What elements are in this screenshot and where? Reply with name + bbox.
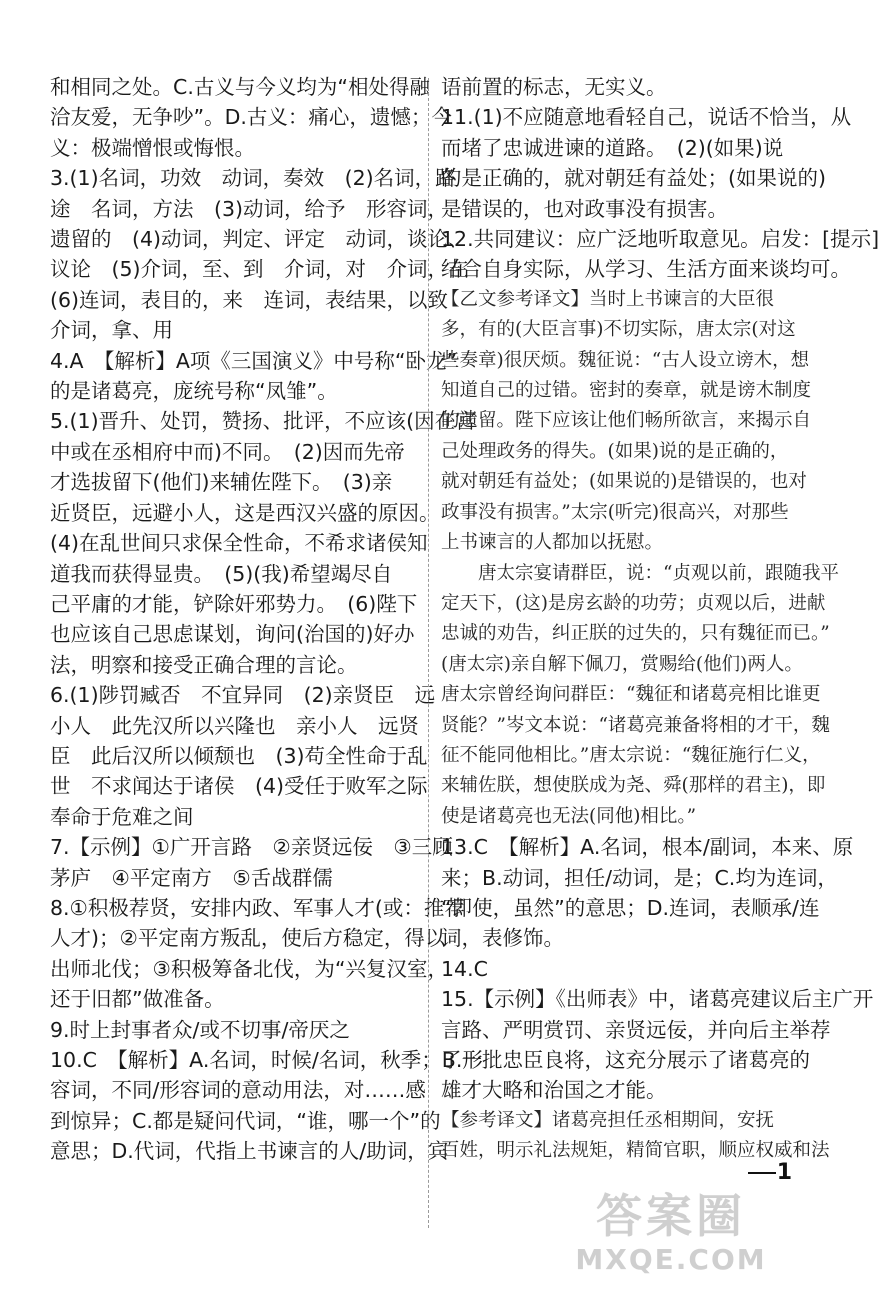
translation-line: 【乙文参考译文】当时上书谏言的大臣很 <box>441 288 775 310</box>
left-line: 5.(1)晋升、处罚，赞扬、批评，不应该(因在宫 <box>50 409 476 434</box>
translation-line: 上书谏言的人都加以抚慰。 <box>441 532 664 554</box>
translation-line: 就对朝廷有益处；(如果说的)是错误的，也对 <box>441 471 807 493</box>
translation-line: 唐太宗宴请群臣，说：“贞观以前，跟随我平 <box>441 562 839 584</box>
left-line: 7.【示例】①广开言路 ②亲贤远佞 ③三顾 <box>50 835 453 860</box>
left-line: 还于旧都”做准备。 <box>50 987 225 1012</box>
translation-line: 来辅佐朕，想使朕成为尧、舜(那样的君主)，即 <box>441 775 826 797</box>
translation-line: 多，有的(大臣言事)不切实际，唐太宗(对这 <box>441 319 796 341</box>
left-line: 近贤臣，远避小人，这是西汉兴盛的原因。 <box>50 500 440 525</box>
right-line: 12.共同建议：应广泛地听取意见。启发：[提示] <box>441 227 879 252</box>
left-line: 中或在丞相府中而)不同。 (2)因而先帝 <box>50 439 405 464</box>
translation-line: 己处理政务的得失。(如果)说的是正确的， <box>441 440 789 462</box>
translation-line: 唐太宗曾经询问群臣：“魏征和诸葛亮相比谁更 <box>441 684 821 706</box>
left-line: 4.A 【解析】A项《三国演义》中号称“卧龙” <box>50 348 458 373</box>
right-line: 是错误的，也对政事没有损害。 <box>441 196 728 221</box>
right-line: 14.C <box>441 956 488 981</box>
left-line: 人才)；②平定南方叛乱，使后方稳定，得以 <box>50 926 446 951</box>
left-line: 10.C 【解析】A.名词，时候/名词，秋季；B.形 <box>50 1048 483 1072</box>
right-column <box>441 72 879 1167</box>
left-line: 3.(1)名词，功效 动词，奏效 (2)名词，路 <box>50 166 456 191</box>
right-line: 来；B.动词，担任/动词，是；C.均为连词， <box>441 865 838 890</box>
left-line: 到惊异；C.都是疑问代词，“谁，哪一个”的 <box>50 1108 441 1133</box>
left-line: 臣 此后汉所以倾颓也 (3)苟全性命于乱 <box>50 743 428 768</box>
left-line: 议论 (5)介词，至、到 介词，对 介词，在 <box>50 257 469 282</box>
left-line: 介词，拿、用 <box>50 318 173 343</box>
translation-line: 定天下，(这)是房玄龄的功劳；贞观以后，进献 <box>441 592 826 614</box>
right-line: 言路、严明赏罚、亲贤远佞，并向后主举荐 <box>441 1017 831 1042</box>
left-line: 9.时上封事者众/或不切事/帝厌之 <box>50 1017 350 1042</box>
translation-line: 知道自己的过错。密封的奏章，就是谤木制度 <box>441 380 812 402</box>
page-number: 1 <box>776 1160 792 1185</box>
translation-line: 使是诸葛亮也无法(同他)相比。” <box>441 805 697 827</box>
right-line: 的是正确的，就对朝廷有益处；(如果说的) <box>441 166 826 191</box>
left-line: 也应该自己思虑谋划，询问(治国的)好办 <box>50 622 415 647</box>
left-line: (6)连词，表目的，来 连词，表结果，以致 <box>50 287 449 312</box>
right-line: 了一批忠臣良将，这充分展示了诸葛亮的 <box>441 1048 810 1072</box>
left-line: 奉命于危难之间 <box>50 804 194 829</box>
left-line: 洽友爱，无争吵”。D.古义：痛心，遗憾；今 <box>50 105 452 130</box>
right-line: 词，表修饰。 <box>441 926 564 951</box>
translation-line: 征不能同他相比。”唐太宗说：“魏征施行仁义， <box>441 744 821 766</box>
site-watermark <box>556 1188 786 1284</box>
right-line: 结合自身实际，从学习、生活方面来谈均可。 <box>441 257 851 282</box>
left-line: 道我而获得显贵。 (5)(我)希望竭尽自 <box>50 561 393 586</box>
right-line: 11.(1)不应随意地看轻自己，说话不恰当，从 <box>441 105 852 130</box>
left-line: 8.①积极荐贤，安排内政、军事人才(或：推荐 <box>50 895 465 920</box>
right-line: 而堵了忠诚进谏的道路。 (2)(如果)说 <box>441 135 784 160</box>
watermark-url: MXQE.COM <box>575 1243 767 1276</box>
left-line: 茅庐 ④平定南方 ⑤舌战群儒 <box>50 865 333 890</box>
left-line: 小人 此先汉所以兴隆也 亲小人 远贤 <box>50 713 419 738</box>
left-line: 才选拔留下(他们)来辅佐陛下。 (3)亲 <box>50 470 393 495</box>
left-line: 法，明察和接受正确合理的言论。 <box>50 652 358 677</box>
translation-line: (唐太宗)亲自解下佩刀，赏赐给(他们)两人。 <box>441 653 803 675</box>
right-line: 语前置的标志，无实义。 <box>441 75 667 99</box>
left-line: 6.(1)陟罚臧否 不宜异同 (2)亲贤臣 远 <box>50 683 436 708</box>
translation-line: 忠诚的劝告，纠正朕的过失的，只有魏征而已。” <box>441 623 830 645</box>
left-line: 途 名词，方法 (3)动词，给予 形容词， <box>50 196 449 221</box>
right-line: “即使，虽然”的意思；D.连词，表顺承/连 <box>441 895 820 920</box>
translation-line: 【参考译文】诸葛亮担任丞相期间，安抚 <box>441 1109 775 1131</box>
left-line: 遗留的 (4)动词，判定、评定 动词，谈论、 <box>50 227 469 252</box>
left-line: (4)在乱世间只求保全性命，不希求诸侯知 <box>50 531 428 556</box>
translation-line: 贤能？”岑文本说：“诸葛亮兼备将相的才干，魏 <box>441 714 830 736</box>
watermark-title: 答案圈 <box>596 1189 746 1243</box>
page-number-rule <box>748 1172 776 1174</box>
left-line: 的是诸葛亮，庞统号称“凤雏”。 <box>50 379 338 404</box>
column-divider <box>428 78 429 1228</box>
translation-line: 的遗留。陛下应该让他们畅所欲言，来揭示自 <box>441 410 812 432</box>
left-line: 出师北伐；③积极筹备北伐，为“兴复汉室， <box>50 956 448 981</box>
left-line: 容词，不同/形容词的意动用法，对……感 <box>50 1078 426 1103</box>
left-line: 己平庸的才能，铲除奸邪势力。 (6)陛下 <box>50 591 418 616</box>
right-line: 13.C 【解析】A.名词，根本/副词，本来、原 <box>441 835 854 860</box>
translation-line: 百姓，明示礼法规矩，精简官职，顺应权威和法 <box>441 1140 830 1162</box>
right-line: 雄才大略和治国之才能。 <box>441 1078 667 1103</box>
left-line: 义：极端憎恨或悔恨。 <box>50 135 255 160</box>
translation-line: 政事没有损害。”太宗(听完)很高兴，对那些 <box>441 501 789 523</box>
left-line: 意思；D.代词，代指上书谏言的人/助词，宾 <box>50 1139 449 1164</box>
right-line: 15.【示例】《出师表》中，诸葛亮建议后主广开 <box>441 987 874 1012</box>
left-line: 和相同之处。C.古义与今义均为“相处得融 <box>50 75 430 99</box>
translation-line: 些奏章)很厌烦。魏征说：“古人设立谤木，想 <box>441 349 810 371</box>
left-line: 世 不求闻达于诸侯 (4)受任于败军之际 <box>50 774 428 799</box>
